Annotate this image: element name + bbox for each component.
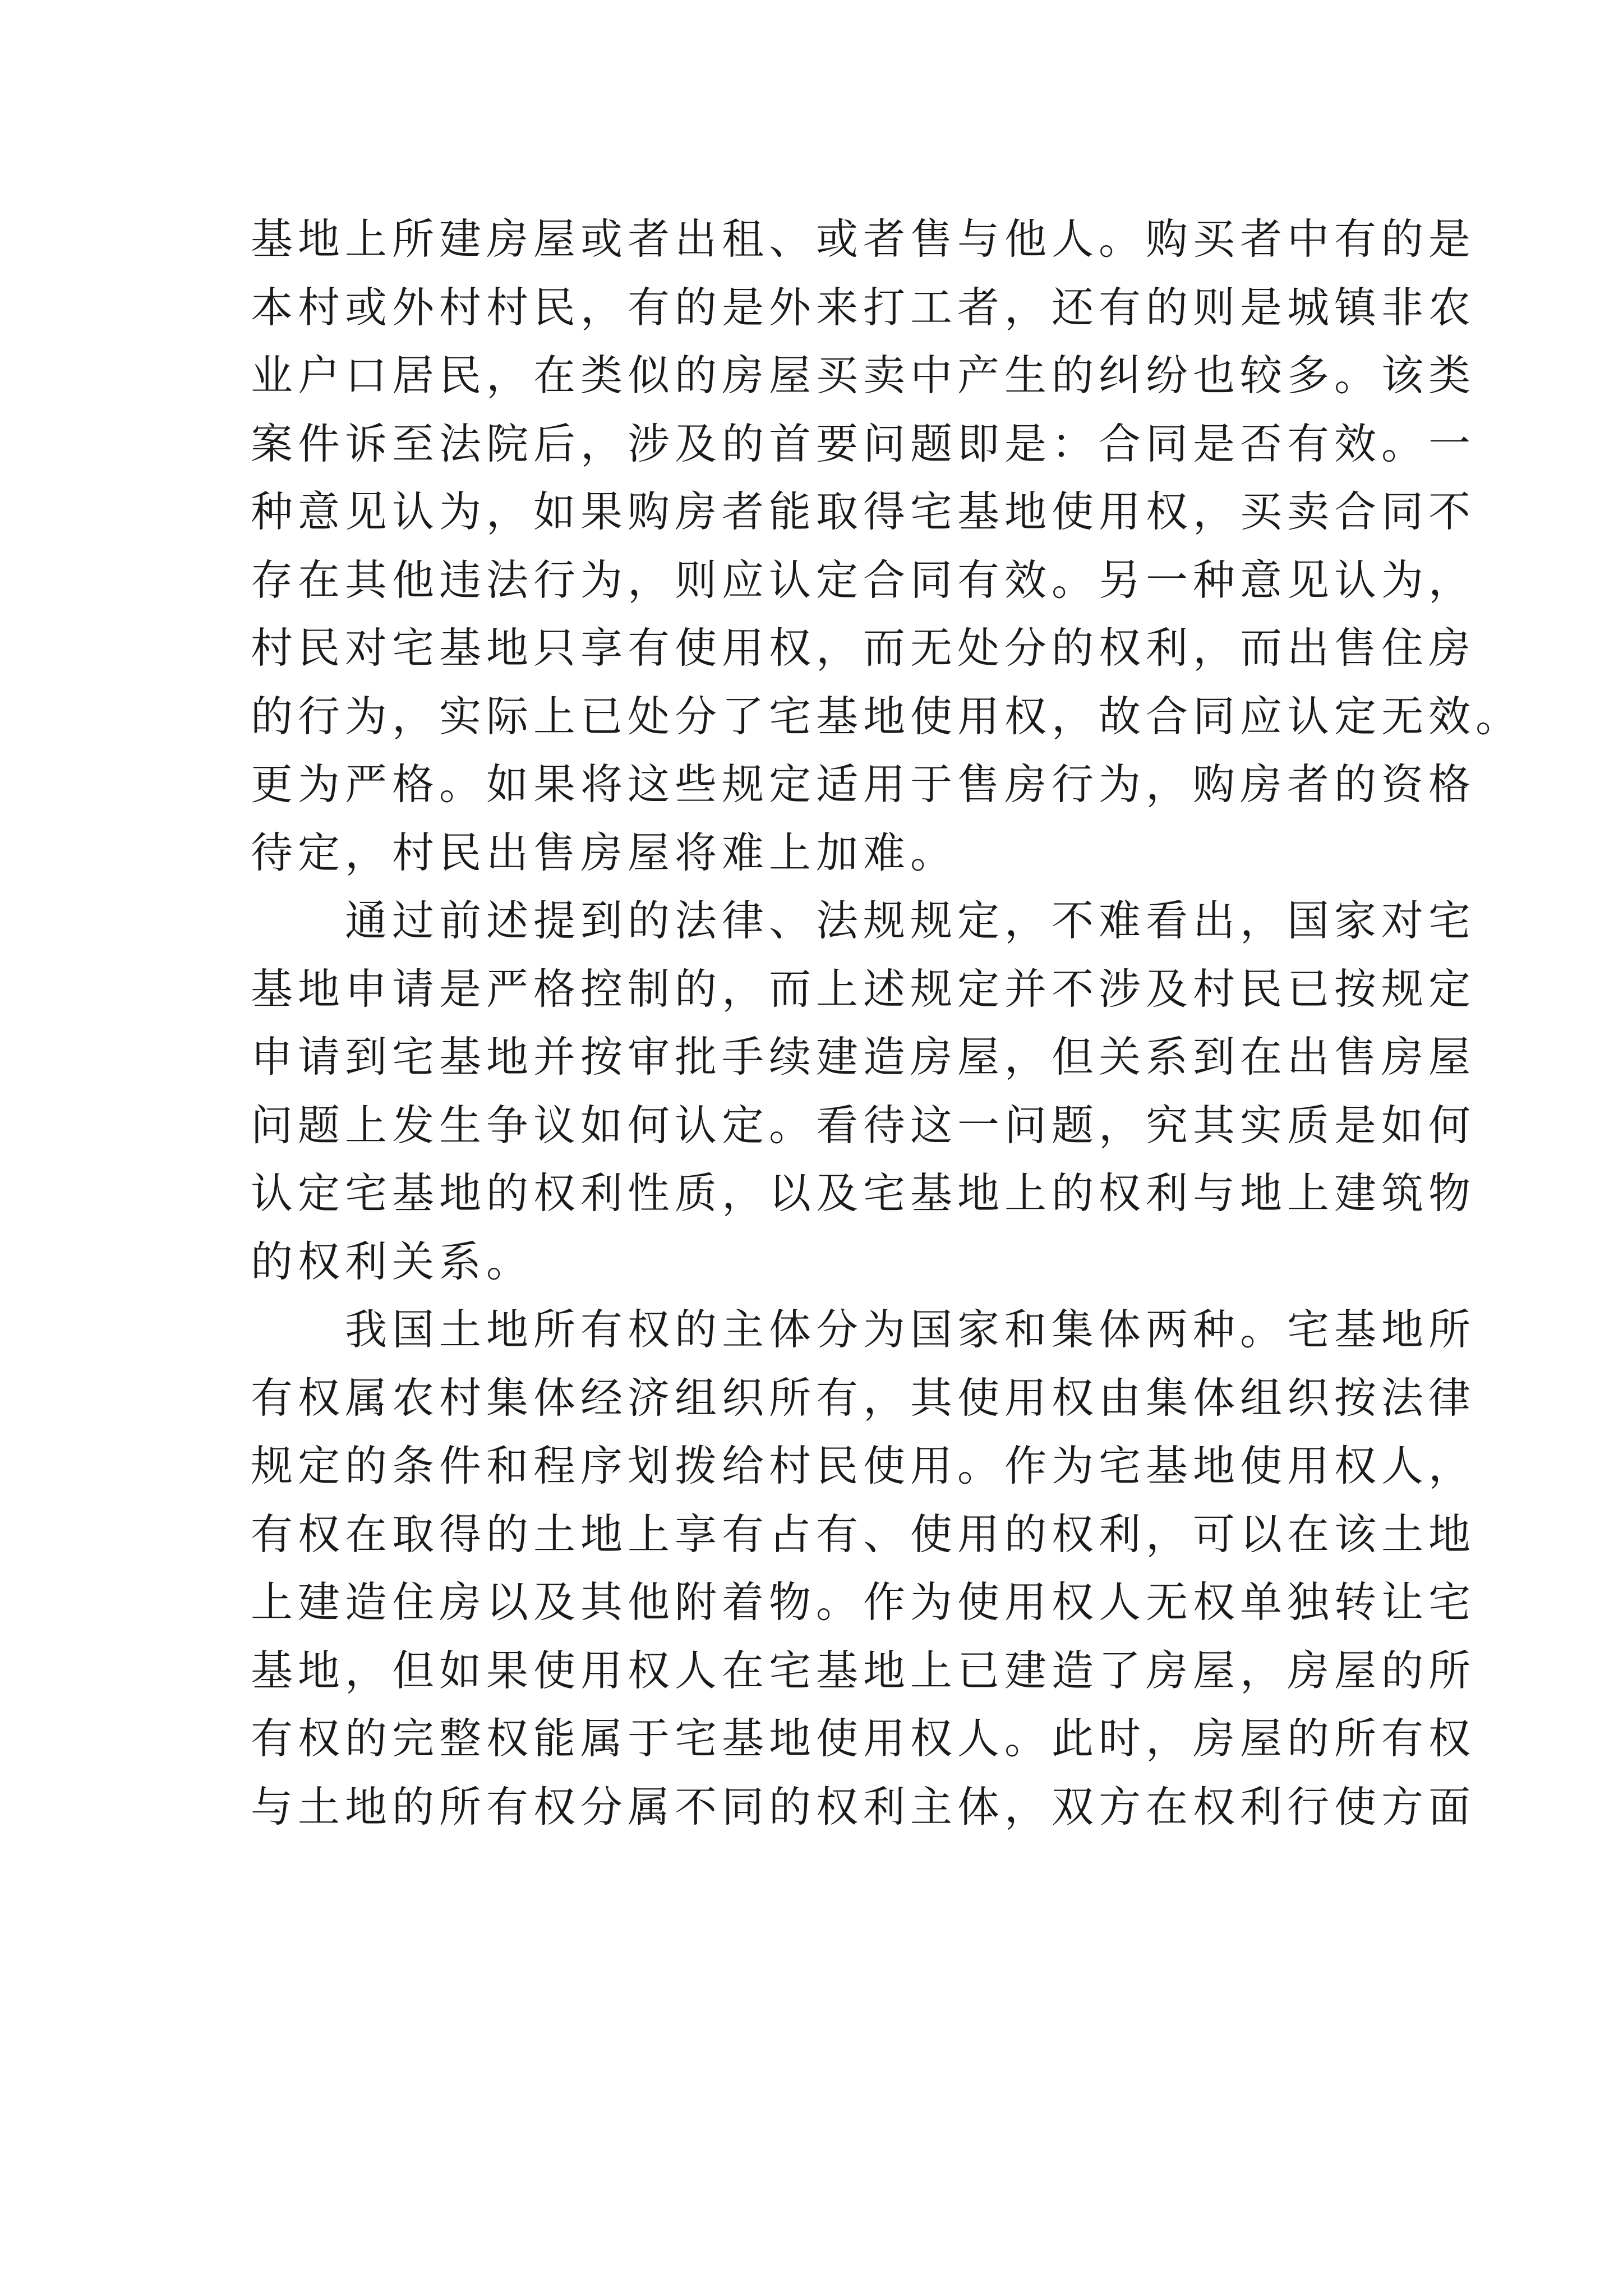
text-line: 存在其他违法行为，则应认定合同有效。另一种意见认为， bbox=[251, 555, 1476, 605]
text-line: 业户口居民，在类似的房屋买卖中产生的纠纷也较多。该类 bbox=[251, 351, 1476, 400]
text-line: 基地，但如果使用权人在宅基地上已建造了房屋，房屋的所 bbox=[251, 1645, 1476, 1695]
text-line: 的行为，实际上已处分了宅基地使用权，故合同应认定无效。 bbox=[251, 691, 1523, 741]
text-line: 种意见认为，如果购房者能取得宅基地使用权，买卖合同不 bbox=[251, 487, 1476, 536]
text-line: 更为严格。如果将这些规定适用于售房行为，购房者的资格 bbox=[251, 760, 1476, 809]
text-line: 村民对宅基地只享有使用权，而无处分的权利，而出售住房 bbox=[251, 623, 1476, 673]
text-line: 基地申请是严格控制的，而上述规定并不涉及村民已按规定 bbox=[251, 964, 1476, 1014]
paragraph-3 bbox=[251, 1296, 1476, 1841]
text-line: 有权的完整权能属于宅基地使用权人。此时，房屋的所有权 bbox=[251, 1714, 1476, 1763]
paragraph-2 bbox=[251, 887, 1476, 1296]
body-text bbox=[251, 205, 1523, 1841]
text-line: 的权利关系。 bbox=[251, 1236, 534, 1286]
text-line: 本村或外村村民，有的是外来打工者，还有的则是城镇非农 bbox=[251, 282, 1476, 332]
text-line: 我国土地所有权的主体分为国家和集体两种。宅基地所 bbox=[345, 1305, 1476, 1354]
text-line: 通过前述提到的法律、法规规定，不难看出，国家对宅 bbox=[345, 896, 1476, 945]
text-line: 问题上发生争议如何认定。看待这一问题，究其实质是如何 bbox=[251, 1100, 1476, 1150]
paragraph-1 bbox=[251, 205, 1523, 887]
text-line: 案件诉至法院后，涉及的首要问题即是：合同是否有效。一 bbox=[251, 418, 1476, 468]
text-line: 有权在取得的土地上享有占有、使用的权利，可以在该土地 bbox=[251, 1509, 1476, 1559]
text-line: 上建造住房以及其他附着物。作为使用权人无权单独转让宅 bbox=[251, 1577, 1476, 1627]
text-line: 基地上所建房屋或者出租、或者售与他人。购买者中有的是 bbox=[251, 214, 1476, 264]
text-line: 申请到宅基地并按审批手续建造房屋，但关系到在出售房屋 bbox=[251, 1032, 1476, 1082]
text-line: 规定的条件和程序划拨给村民使用。作为宅基地使用权人， bbox=[251, 1441, 1476, 1490]
text-line: 与土地的所有权分属不同的权利主体，双方在权利行使方面 bbox=[251, 1782, 1476, 1832]
text-line: 认定宅基地的权利性质，以及宅基地上的权利与地上建筑物 bbox=[251, 1168, 1476, 1218]
text-line: 待定，村民出售房屋将难上加难。 bbox=[251, 827, 958, 877]
text-line: 有权属农村集体经济组织所有，其使用权由集体组织按法律 bbox=[251, 1373, 1476, 1423]
